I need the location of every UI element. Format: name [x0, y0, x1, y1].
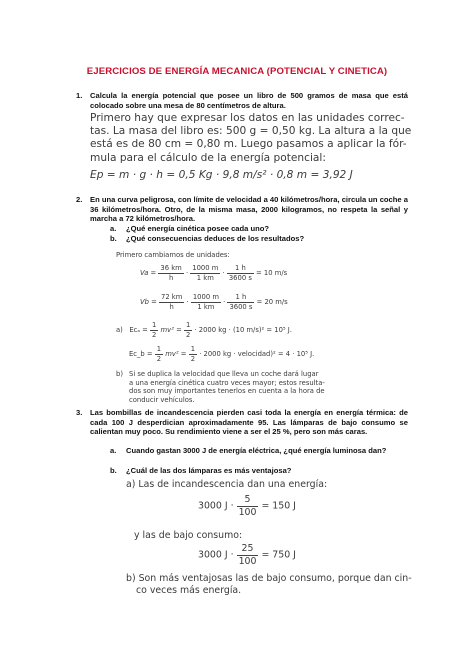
eca-label: Ecₐ = — [129, 326, 148, 335]
eca-middle: mv² = — [160, 326, 182, 335]
equation-left: 3000 J · — [198, 500, 234, 512]
eca-rest: · 2000 kg · (10 m/s)² = 10⁵ J. — [194, 326, 292, 335]
solution-line: Primero hay que expresar los datos en las unidades correc- — [90, 112, 405, 124]
question-2-solution-b — [129, 370, 389, 404]
question-3-text: Las bombillas de incandescencia pierden casi toda la energía en energía térmica: de cada 100 J desperdician aproximadamente 95. Las lámparas de bajo consumo se calientan muy poco. Su rendimiento viene a ser el 25 %, pero son más caras. — [90, 408, 408, 437]
solution-line: Si se duplica la velocidad que lleva un coche dará lugar — [129, 370, 319, 378]
equation-result: = 150 J — [261, 500, 296, 512]
eca-equation — [116, 321, 292, 339]
page-title: EJERCICIOS DE ENERGÍA MECANICA (POTENCIAL Y CINETICA) — [86, 66, 388, 77]
vb-label: Vb = — [140, 298, 157, 307]
fraction: $\frac{1 h}{3600 s}$ — [229, 293, 253, 311]
fraction: $\frac{1}{2}$ — [152, 321, 157, 339]
fraction: $\frac{1}{2}$ — [156, 345, 162, 363]
question-3a-text: Cuando gastan 3000 J de energía eléctrica, ¿qué energía luminosa dan? — [126, 446, 387, 455]
question-1-text: Calcula la energía potencial que posee un libro de 500 gramos de masa que está colocado sobre una mesa de 80 centímetros de altura. — [90, 91, 408, 110]
question-2b-text: ¿Qué consecuencias deduces de los resultados? — [126, 234, 305, 243]
fraction: $\frac{5}{100}$ — [238, 494, 257, 518]
unit-change-intro: Primero cambiamos de unidades: — [116, 251, 230, 259]
va-result: = 10 m/s — [256, 269, 288, 278]
solution-a-label: a) — [116, 326, 123, 335]
solution-line: co veces más energía. — [136, 584, 242, 596]
solution-b-label: b) — [116, 370, 123, 378]
fraction: $\frac{1000 m}{1 km}$ — [192, 293, 219, 311]
question-3-number: 3. — [76, 408, 83, 417]
question-2a-label: a. — [110, 224, 117, 233]
question-3b-text: ¿Cuál de las dos lámparas es más ventajosa? — [126, 466, 292, 475]
va-equation: Va = $\frac{36 km}{h}$ · $\frac{1000 m}{1 km}$ · $\frac{1 h}{3600 s}$ = 10 m/s — [140, 264, 288, 282]
question-2-text: En una curva peligrosa, con límite de velocidad a 40 kilómetros/hora, circula un coche a 36 kilómetros/hora. Otro, de la misma masa, 2000 kilogramos, no respeta la señal y marcha a 72 kilómetros/hora. — [90, 195, 408, 224]
va-label: Va = — [140, 269, 157, 278]
fraction: $\frac{72 km}{h}$ — [161, 293, 183, 311]
potential-energy-formula: Ep = m · g · h = 0,5 Kg · 9,8 m/s² · 0,8 m = 3,92 J — [90, 169, 353, 181]
solution-line: dos son muy importantes tenerlos en cuenta a la hora de — [129, 387, 325, 396]
question-2-number: 2. — [76, 195, 83, 204]
equation-left: 3000 J · — [198, 549, 234, 561]
question-2a-text: ¿Qué energía cinética posee cada uno? — [126, 224, 270, 233]
question-3-solution-a: a) Las de incandescencia dan una energía: — [126, 479, 328, 490]
low-consumption-intro: y las de bajo consumo: — [134, 530, 243, 541]
vb-result: = 20 m/s — [256, 298, 288, 307]
incandescent-equation — [198, 494, 296, 518]
ecb-rest: · 2000 kg · velocidad)² = 4 · 10⁵ J. — [199, 350, 315, 359]
fraction: $\frac{1 h}{3600 s}$ — [228, 264, 252, 282]
question-3b-label: b. — [110, 466, 117, 475]
ecb-label: Ec_b = — [129, 350, 153, 359]
ecb-equation — [129, 345, 314, 363]
question-2b-label: b. — [110, 234, 117, 243]
fraction: $\frac{36 km}{h}$ — [160, 264, 182, 282]
solution-line: mula para el cálculo de la energía potencial: — [90, 151, 326, 164]
solution-line: conducir vehículos. — [129, 395, 195, 404]
fraction: $\frac{1000 m}{1 km}$ — [192, 264, 219, 282]
question-1-number: 1. — [76, 91, 83, 100]
equation-result: = 750 J — [261, 549, 296, 561]
low-consumption-equation — [198, 543, 296, 567]
fraction: $\frac{1}{2}$ — [185, 321, 191, 339]
question-1-solution — [90, 112, 420, 165]
ecb-middle: mv² = — [165, 350, 187, 359]
question-3-solution-b — [126, 573, 416, 596]
question-3a-label: a. — [110, 446, 117, 455]
vb-equation: Vb = $\frac{72 km}{h}$ · $\frac{1000 m}{1 km}$ · $\frac{1 h}{3600 s}$ = 20 m/s — [140, 293, 288, 311]
fraction: $\frac{1}{2}$ — [190, 345, 196, 363]
solution-line: a una energía cinética cuatro veces mayor; estos resulta- — [129, 378, 325, 387]
solution-line: b) Son más ventajosas las de bajo consumo, porque dan cin- — [126, 573, 412, 584]
solution-line: tas. La masa del libro es: 500 g = 0,50 kg. La altura a la que — [90, 125, 412, 138]
solution-line: está es de 80 cm = 0,80 m. Luego pasamos a aplicar la fór- — [90, 138, 407, 151]
fraction: $\frac{25}{100}$ — [238, 543, 257, 567]
